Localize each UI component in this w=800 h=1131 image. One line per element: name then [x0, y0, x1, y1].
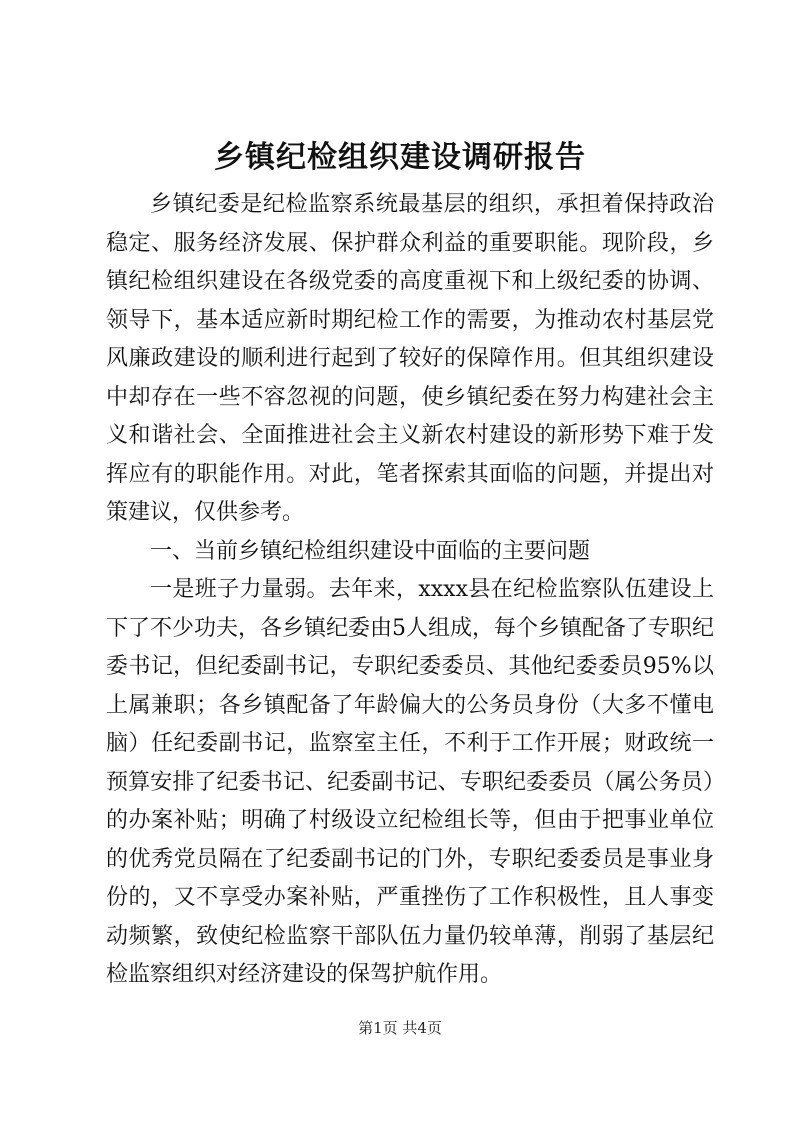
section-heading: 一、当前乡镇纪检组织建设中面临的主要问题: [150, 538, 591, 564]
document-title: 乡镇纪检组织建设调研报告: [214, 140, 586, 175]
page-footer: 第1页 共4页: [358, 1019, 442, 1037]
document-body: [106, 186, 714, 995]
paragraph-problem-one: 一是班子力量弱。去年来，xxxx县在纪检监察队伍建设上下了不少功夫，各乡镇纪委由5人组成，每个乡镇配备了专职纪委书记，但纪委副书记，专职纪委委员、其他纪委委员95%以上属兼职；各乡镇配备了年龄偏大的公务员身份（大多不懂电脑）任纪委副书记，监察室主任，不利于工作开展；财政统一预算安排了纪委书记、纪委副书记、专职纪委委员（属公务员）的办案补贴；明确了村级设立纪检组长等，但由于把事业单位的优秀党员隔在了纪委副书记的门外，专职纪委委员是事业身份的，又不享受办案补贴，严重挫伤了工作积极性，且人事变动频繁，致使纪检监察干部队伍力量仍较单薄，削弱了基层纪检监察组织对经济建设的保驾护航作用。: [106, 577, 714, 987]
paragraph-intro: 乡镇纪委是纪检监察系统最基层的组织，承担着保持政治稳定、服务经济发展、保护群众利益的重要职能。现阶段，乡镇纪检组织建设在各级党委的高度重视下和上级纪委的协调、领导下，基本适应新时期纪检工作的需要，为推动农村基层党风廉政建设的顺利进行起到了较好的保障作用。但其组织建设中却存在一些不容忽视的问题，使乡镇纪委在努力构建社会主义和谐社会、全面推进社会主义新农村建设的新形势下难于发挥应有的职能作用。对此，笔者探索其面临的问题，并提出对策建议，仅供参考。: [106, 192, 714, 525]
